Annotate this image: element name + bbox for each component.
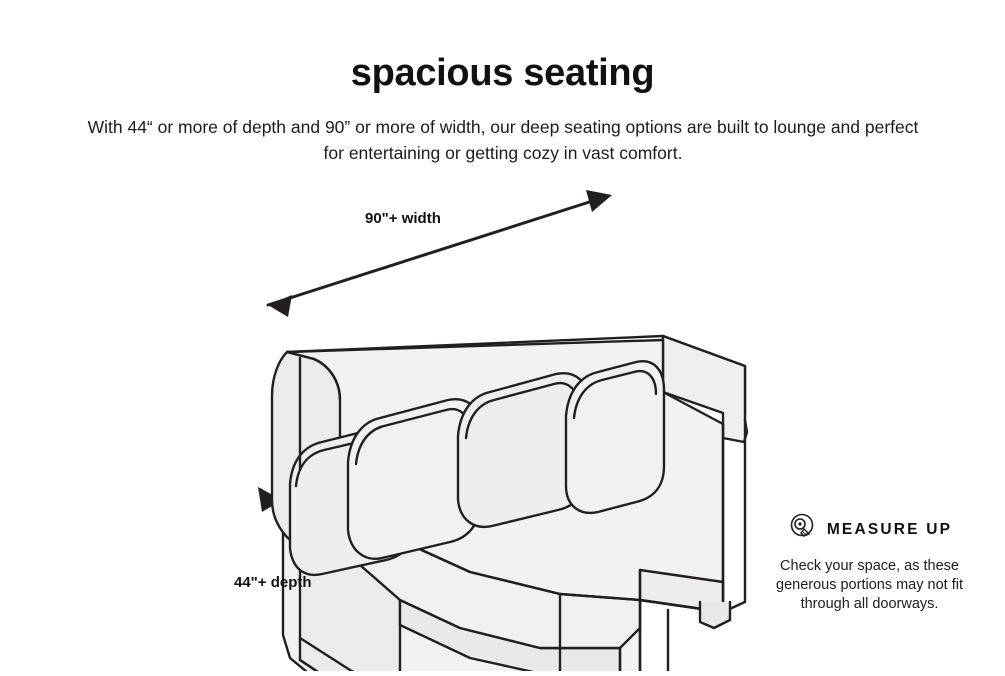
measure-up-callout [752,512,987,614]
width-dimension-label: 90"+ width [365,210,441,227]
depth-dimension-label: 44"+ depth [234,574,312,591]
measure-up-heading [752,512,987,547]
measure-up-title: MEASURE UP [826,520,953,538]
tape-measure-icon [787,512,817,547]
measure-up-body: Check your space, as these generous portions may not fit through all doorways. [776,558,963,612]
page-subtitle: With 44“ or more of depth and 90” or more of width, our deep seating options are built to lounge and perfect for entertaining or getting cozy in vast comfort. [87,117,919,163]
page-title: spacious seating [350,52,655,94]
